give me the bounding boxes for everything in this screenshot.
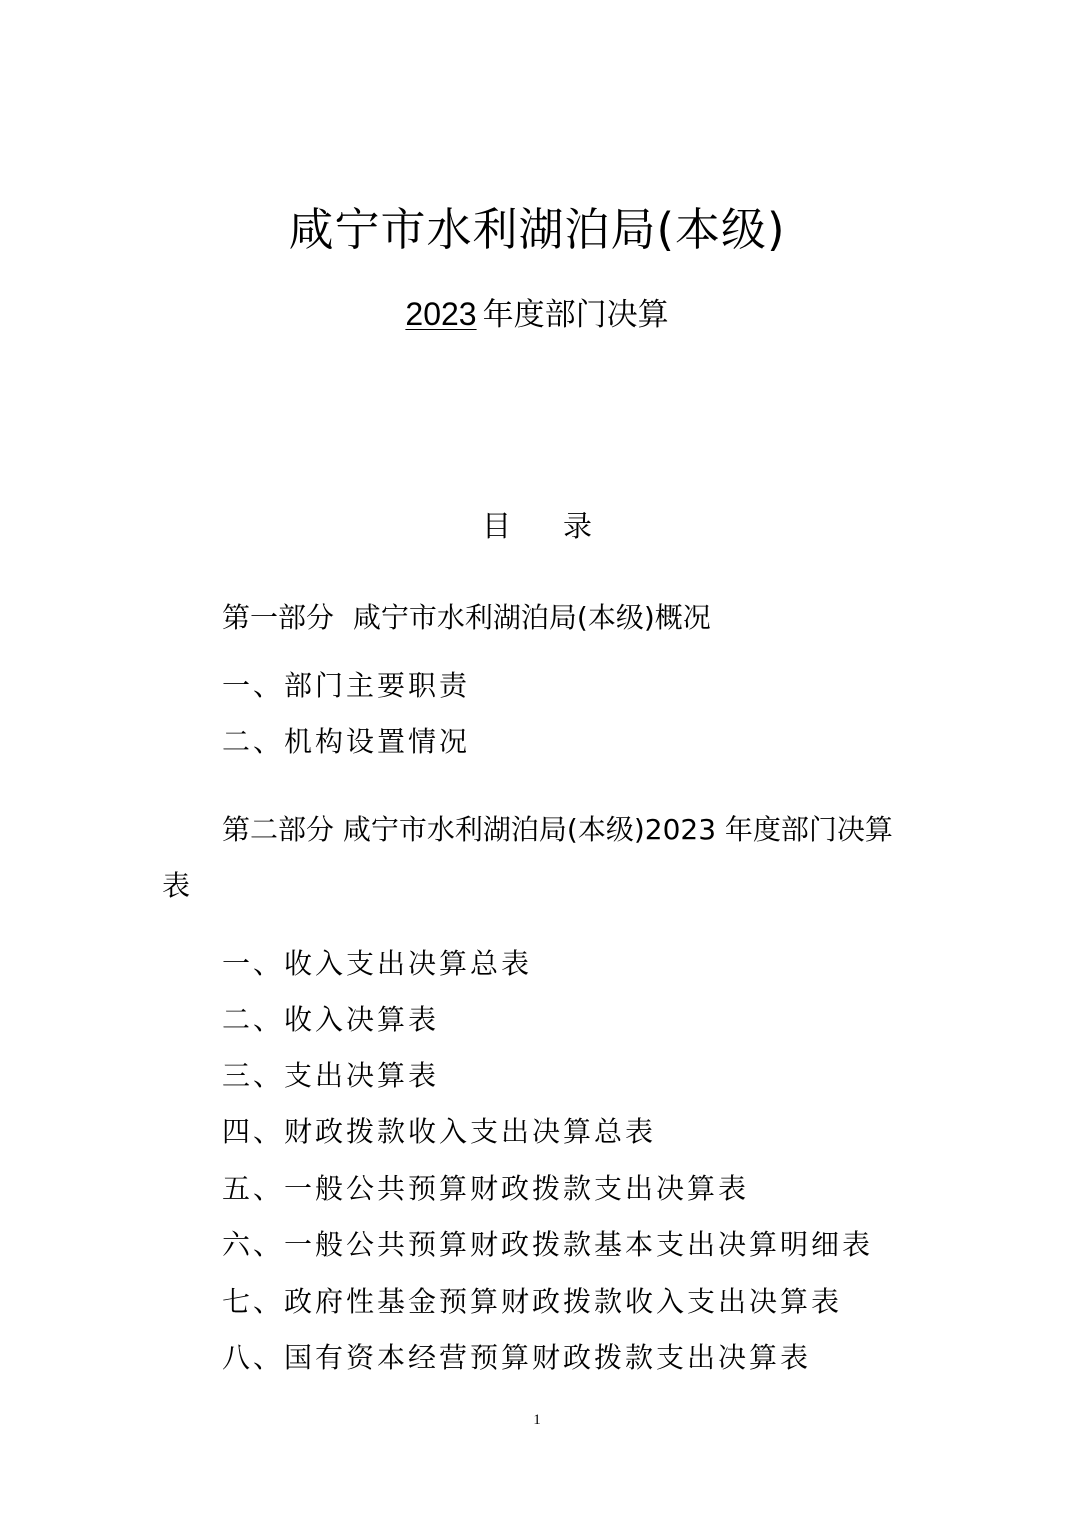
toc-item: 一、部门主要职责 — [222, 669, 471, 702]
part1-label: 第一部分 — [222, 601, 335, 634]
toc-item: 二、收入决算表 — [222, 1003, 440, 1036]
part1-title: 咸宁市水利湖泊局(本级)概况 — [352, 601, 711, 634]
subtitle-year: 2023 — [405, 296, 477, 332]
toc-item: 四、财政拨款收入支出决算总表 — [222, 1115, 657, 1148]
document-title: 咸宁市水利湖泊局(本级) — [288, 203, 786, 256]
document-subtitle — [0, 292, 1074, 337]
toc-item: 八、国有资本经营预算财政拨款支出决算表 — [222, 1341, 812, 1374]
part1-heading — [222, 598, 711, 638]
part2-title-line1: 咸宁市水利湖泊局(本级)2023 年度部门决算 — [342, 813, 893, 846]
part2-label: 第二部分 — [222, 813, 335, 846]
part2-title-line2: 表 — [162, 869, 191, 902]
toc-item: 六、一般公共预算财政拨款基本支出决算明细表 — [222, 1228, 874, 1261]
toc-heading: 目录 — [481, 509, 644, 543]
toc-item: 二、机构设置情况 — [222, 725, 471, 758]
page-number: 1 — [533, 1412, 541, 1428]
toc-item: 五、一般公共预算财政拨款支出决算表 — [222, 1172, 750, 1205]
toc-item: 三、支出决算表 — [222, 1059, 440, 1092]
toc-item: 七、政府性基金预算财政拨款收入支出决算表 — [222, 1285, 843, 1318]
toc-item: 一、收入支出决算总表 — [222, 947, 533, 980]
part2-heading — [222, 810, 893, 850]
subtitle-text: 年度部门决算 — [482, 297, 669, 333]
